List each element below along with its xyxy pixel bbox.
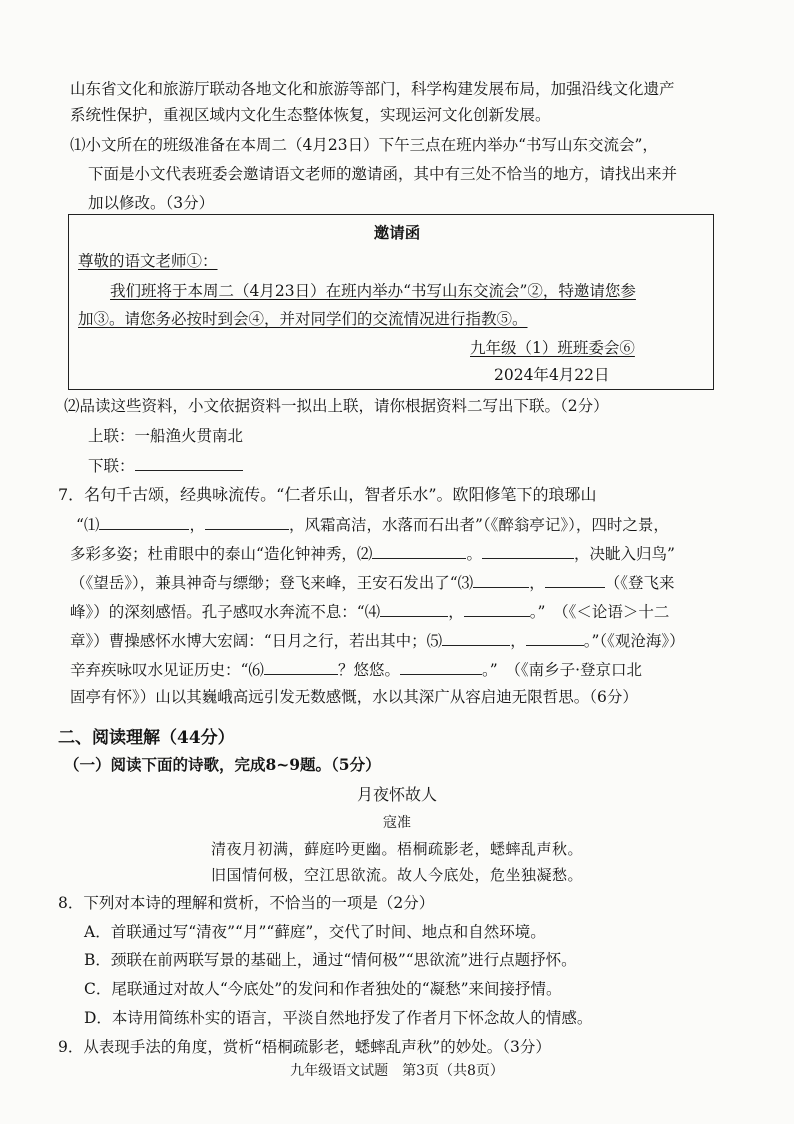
couplet-lower [88, 454, 243, 477]
q7-text: 峰》）的深刻感悟。孔子感叹水奔流不息：“⑷ [70, 603, 381, 621]
answer-blank[interactable] [135, 454, 243, 471]
letter-title: 邀请函 [373, 223, 421, 242]
couplet-upper: 上联：一船渔火贯南北 [88, 427, 244, 445]
q8-stem: 8．下列对本诗的理解和赏析，不恰当的一项是（2分） [58, 894, 435, 912]
q7-text: ？悠悠。 [337, 661, 400, 679]
letter-salutation: 尊敬的语文老师①： [78, 252, 218, 270]
letter-date: 2024年4月22日 [494, 366, 610, 384]
q6-2-prompt: ⑵品读这些资料，小文依据资料一拟出上联，请你根据资料二写出下联。（2分） [64, 397, 609, 415]
q6-1-line-3: 加以修改。（3分） [88, 194, 215, 212]
poem-author: 寇准 [383, 815, 411, 831]
answer-blank[interactable] [545, 571, 605, 588]
q7-line-8: 固亭有怀》）山以其巍峨高远引发无数感慨，水以其深广从容启迪无限哲思。（6分） [70, 688, 638, 706]
answer-blank[interactable] [464, 600, 530, 617]
section-2-subtitle: （一）阅读下面的诗歌，完成8~9题。（5分） [64, 755, 381, 774]
q7-text: 辛弃疾咏叹水见证历史：“⑹ [70, 661, 264, 679]
q7-line-4 [70, 571, 674, 594]
q7-line-7 [70, 658, 642, 681]
answer-blank[interactable] [473, 571, 529, 588]
answer-blank[interactable] [380, 600, 448, 617]
poem-line-2: 旧国情何极，空江思欲流。故人今底处，危坐独凝愁。 [210, 866, 583, 884]
q6-1-line-1: ⑴小文所在的班级准备在本周二（4月23日）下午三点在班内举办“书写山东交流会”， [70, 136, 658, 154]
q6-1-line-2: 下面是小文代表班委会邀请语文老师的邀请函，其中有三处不恰当的地方，请找出来并 [88, 165, 678, 183]
letter-body-line-1: 我们班将于本周二（4月23日）在班内举办“书写山东交流会”②，特邀请您参 [110, 282, 636, 300]
q7-text: ，决眦入归鸟” [573, 545, 675, 563]
couplet-lower-label: 下联： [88, 457, 135, 475]
poem-line-1: 清夜月初满，藓庭吟更幽。梧桐疏影老，蟋蟀乱声秋。 [210, 840, 583, 858]
q7-text: 。”（《观沧海》） [583, 632, 685, 650]
q7-text: ， [510, 632, 526, 650]
q7-line-6 [70, 629, 685, 652]
answer-blank[interactable] [482, 542, 574, 559]
q8-option-b: B．颈联在前两联写景的基础上，通过“情何极”“思欲流”进行点题抒怀。 [84, 951, 577, 969]
q7-text: 。 [466, 545, 482, 563]
answer-blank[interactable] [205, 513, 289, 530]
q7-text: ， [189, 516, 205, 534]
answer-blank[interactable] [526, 629, 584, 646]
q7-text: 章》）曹操感怀水博大宏阔：“日月之行，若出其中；⑸ [70, 632, 443, 650]
q9-stem: 9．从表现手法的角度，赏析“梧桐疏影老，蟋蟀乱声秋”的妙处。（3分） [58, 1038, 551, 1056]
q7-text: ， [529, 574, 545, 592]
q8-option-d: D．本诗用简练朴实的语言，平淡自然地抒发了作者月下怀念故人的情感。 [84, 1009, 593, 1027]
section-2-title: 二、阅读理解（44分） [58, 728, 235, 748]
answer-blank[interactable] [442, 629, 510, 646]
q7-text: （《登飞来 [604, 574, 675, 592]
q7-text: 。” （《＜论语＞十二 [529, 603, 670, 621]
answer-blank[interactable] [372, 542, 466, 559]
q8-option-c: C．尾联通过对故人“今底处”的发问和作者独处的“凝愁”来间接抒情。 [84, 980, 562, 998]
q7-text: “⑴ [76, 516, 100, 534]
q7-line-2 [76, 513, 669, 536]
q7-text: 。” （《南乡子·登京口北 [481, 661, 643, 679]
page-footer: 九年级语文试题 第3页（共8页） [290, 1063, 504, 1079]
q7-text: 多彩多姿；杜甫眼中的泰山“造化钟神秀，⑵ [70, 545, 373, 563]
q7-line-3 [70, 542, 675, 565]
letter-body-line-2: 加③。请您务必按时到会④，并对同学们的交流情况进行指教⑤。 [78, 310, 528, 328]
poem-title: 月夜怀故人 [356, 785, 437, 804]
q7-text: ，风霜高洁，水落而石出者”（《醉翁亭记》），四时之景， [288, 516, 669, 534]
q7-text: （《望岳》），兼具神奇与缥缈；登飞来峰，王安石发出了“⑶ [70, 574, 474, 592]
letter-signature: 九年级（1）班班委会⑥ [470, 339, 635, 357]
q7-line-1: 7．名句千古颂，经典咏流传。“仁者乐山，智者乐水”。欧阳修笔下的琅琊山 [58, 485, 597, 504]
q8-option-a: A．首联通过写“清夜”“月”“藓庭”，交代了时间、地点和自然环境。 [84, 923, 546, 941]
answer-blank[interactable] [400, 658, 482, 675]
intro-line-1: 山东省文化和旅游厅联动各地文化和旅游等部门，科学构建发展布局，加强沿线文化遗产 [70, 80, 675, 98]
q7-line-5 [70, 600, 669, 623]
intro-line-2: 系统性保护，重视区域内文化生态整体恢复，实现运河文化创新发展。 [70, 106, 551, 124]
q7-text: ， [448, 603, 464, 621]
answer-blank[interactable] [264, 658, 338, 675]
answer-blank[interactable] [99, 513, 189, 530]
